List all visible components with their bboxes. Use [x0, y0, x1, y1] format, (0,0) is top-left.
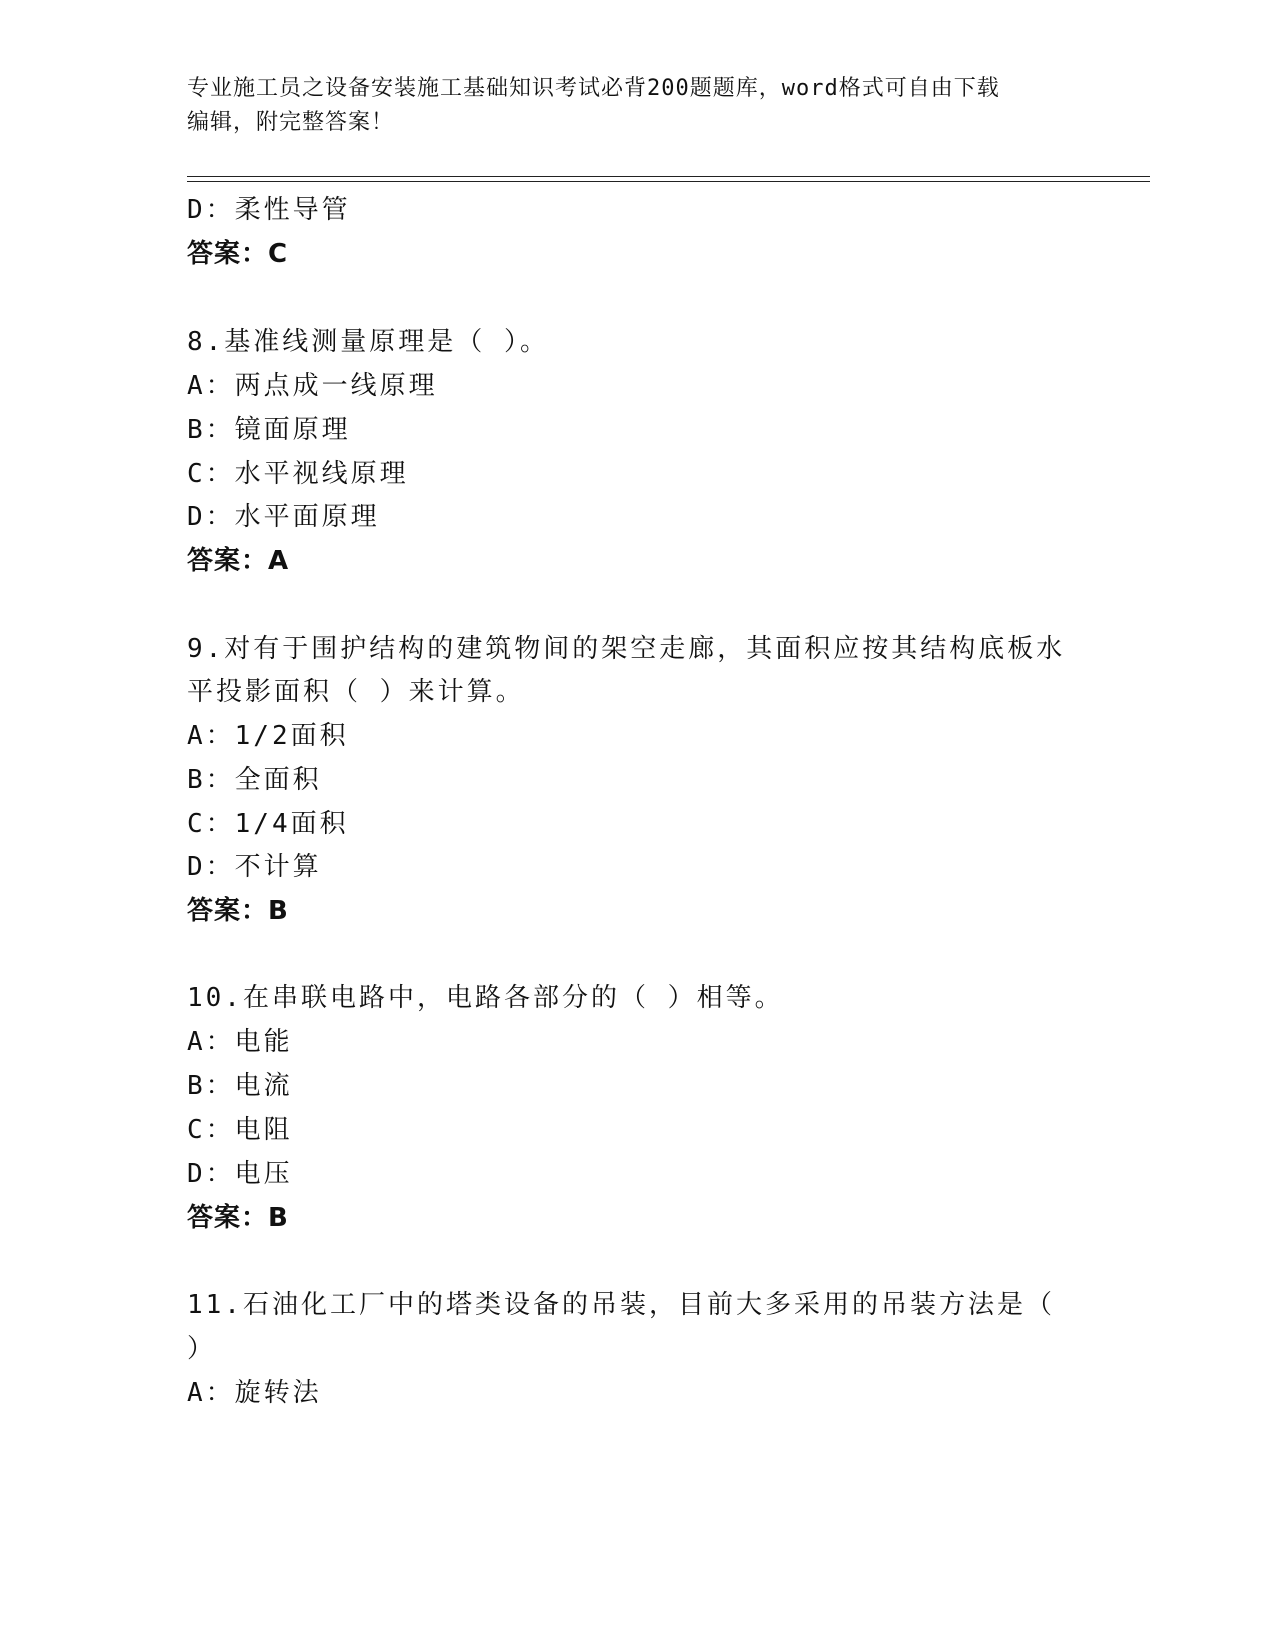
q9-option-a: A：1/2面积: [187, 721, 349, 751]
header-divider-top: [187, 176, 1150, 177]
q9-stem-line-1: 9.对有于围护结构的建筑物间的架空走廊，其面积应按其结构底板水: [187, 634, 1066, 664]
q9-answer: 答案：B: [187, 896, 289, 926]
q9-option-b: B：全面积: [187, 765, 322, 795]
q8-option-a: A：两点成一线原理: [187, 371, 438, 401]
q8-option-d: D：水平面原理: [187, 502, 380, 532]
q10-option-b: B：电流: [187, 1071, 293, 1101]
q10-option-a: A：电能: [187, 1027, 293, 1057]
header-divider-bottom: [187, 181, 1150, 182]
q11-stem-line-2: ）: [187, 1334, 217, 1364]
q7-answer: 答案：C: [187, 239, 289, 269]
q10-stem: 10.在串联电路中，电路各部分的（ ）相等。: [187, 983, 784, 1013]
q9-option-c: C：1/4面积: [187, 809, 349, 839]
document-header: [187, 72, 1067, 140]
header-title-line-1: 专业施工员之设备安装施工基础知识考试必背200题题库，word格式可自由下载: [187, 76, 1000, 101]
header-title-line-2: 编辑，附完整答案！: [187, 110, 395, 135]
q9-stem-line-2: 平投影面积（ ）来计算。: [187, 677, 525, 707]
q8-option-b: B：镜面原理: [187, 415, 351, 445]
q8-answer: 答案：A: [187, 546, 290, 576]
q10-option-c: C：电阻: [187, 1115, 293, 1145]
q10-answer: 答案：B: [187, 1203, 289, 1233]
q9-option-d: D：不计算: [187, 852, 322, 882]
q8-stem: 8.基准线测量原理是（ ）。: [187, 327, 549, 357]
q10-option-d: D：电压: [187, 1159, 293, 1189]
q11-option-a: A：旋转法: [187, 1378, 322, 1408]
q7-option-d: D：柔性导管: [187, 195, 351, 225]
q8-option-c: C：水平视线原理: [187, 459, 409, 489]
q11-stem-line-1: 11.石油化工厂中的塔类设备的吊装，目前大多采用的吊装方法是（: [187, 1290, 1055, 1320]
